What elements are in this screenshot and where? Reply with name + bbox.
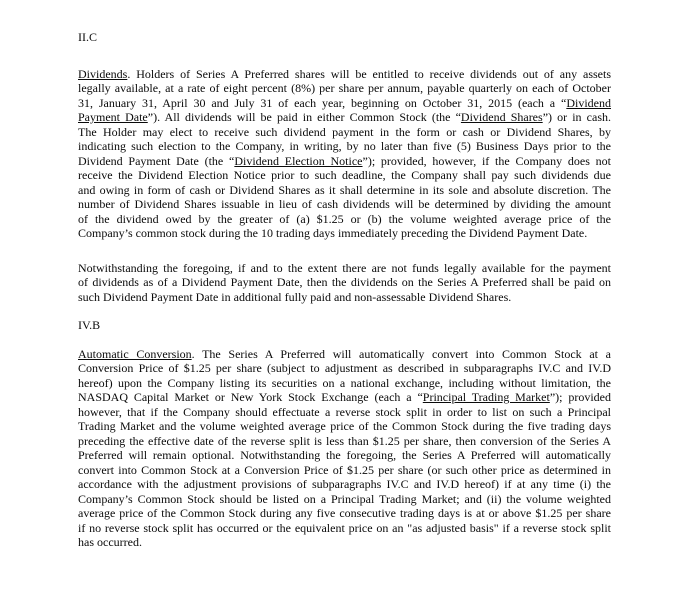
text-line [78, 477, 611, 492]
text-segment: indicating such election to the Company, in writing, by no later than five (5) Business Days prior to the [78, 139, 611, 153]
section-heading-iv-b: IV.B [78, 318, 101, 332]
text-line [78, 405, 611, 420]
text-line [78, 139, 611, 154]
text-line [78, 521, 611, 536]
text-segment: hereof) upon the Company listing its securities on a national exchange, including without limitation, the [78, 375, 611, 390]
text-line [78, 261, 611, 276]
text-line [78, 290, 611, 305]
text-segment: Preferred will remain optional. Notwithstanding the foregoing, the Series A Preferred will automatically [78, 448, 611, 462]
text-segment: . The Series A Preferred will automatically convert into Common Stock at a [191, 346, 611, 361]
paragraph [78, 261, 611, 305]
text-segment: . Holders of Series A Preferred shares will be entitled to receive dividends out of any assets [127, 66, 611, 81]
text-line [78, 81, 611, 96]
text-segment: Company’s common stock during the 10 trading days immediately preceding the Dividend Payment Date. [78, 226, 588, 240]
underlined-term: Dividend Election Notice [234, 153, 363, 168]
text-line [78, 154, 611, 169]
text-segment: if no reverse stock split has occurred or the equivalent price on an "as adjusted basis" if a reverse stock split [78, 520, 612, 535]
text-segment: Conversion Price of $1.25 per share (subject to adjustment as described in subparagraphs IV.C and IV.D [78, 361, 611, 375]
text-segment: ”); provided [549, 390, 611, 404]
text-segment: and owing in form of cash or Dividend Shares as it shall determine in its sole and absolute discretion. The [78, 182, 611, 197]
text-line [78, 434, 611, 449]
paragraph [78, 347, 611, 550]
document-body [78, 30, 611, 570]
text-line [78, 361, 611, 376]
text-line [78, 212, 611, 227]
text-segment: average price of the Common Stock during any five consecutive trading days is at or above $1.25 per share [78, 506, 612, 520]
text-line [78, 67, 611, 82]
text-line [78, 183, 611, 198]
underlined-term: Dividend [566, 95, 611, 110]
text-line [78, 506, 611, 521]
text-segment: receive the Dividend Election Notice prior to such deadline, the Company shall pay such dividends due [78, 168, 611, 182]
text-segment: legally available, at a rate of eight percent (8%) per share per annum, payable quarterly on each of October [78, 81, 611, 95]
text-line [78, 197, 611, 212]
text-segment: however, that if the Company should effectuate a reverse stock split in order to list on such a Principal [78, 404, 611, 419]
text-segment: Trading Market and the volume weighted average price of the Common Stock during the five trading days [78, 419, 612, 433]
text-segment: of the dividend owed by the greater of (a) $1.25 or (b) the volume weighted average price of the [78, 211, 611, 226]
paragraph [78, 67, 611, 241]
text-line [78, 492, 611, 507]
text-segment: such Dividend Payment Date in additional fully paid and non-assessable Dividend Shares. [78, 289, 512, 304]
text-segment: ”) or in cash. [542, 110, 611, 124]
text-line [78, 419, 611, 434]
text-segment: number of Dividend Shares issuable in lieu of cash dividends will be determined by dividing the amount [78, 197, 611, 211]
text-segment: NASDAQ Capital Market or New York Stock Exchange (each a “ [78, 390, 423, 404]
text-line [78, 168, 611, 183]
text-line [78, 347, 611, 362]
text-segment: Dividend Payment Date (the “ [78, 153, 235, 168]
text-line [78, 448, 611, 463]
text-segment: has occurred. [78, 535, 142, 549]
text-line [78, 463, 611, 478]
text-segment: 31, January 31, April 30 and July 31 of each year, beginning on October 31, 2015 (each a “ [78, 95, 567, 110]
text-line [78, 125, 611, 140]
text-segment: accordance with the adjustment provisions of subparagraphs IV.C and IV.D hereof) if at any time (i) the [78, 477, 611, 491]
text-segment: ”); provided, however, if the Company does not [362, 153, 611, 168]
underlined-term: Dividend Shares [460, 110, 543, 124]
text-segment: convert into Common Stock at a Conversion Price of $1.25 per share (or such other price as determined in [78, 462, 611, 477]
text-line [78, 110, 611, 125]
text-line [78, 96, 611, 111]
section-heading-ii-c: II.C [78, 30, 97, 44]
text-line [78, 275, 611, 290]
text-segment: The Holder may elect to receive such dividend payment in the form or cash or Dividend Shares, by [78, 124, 611, 139]
text-line [78, 390, 611, 405]
text-line [78, 226, 611, 241]
text-line [78, 535, 611, 550]
underlined-term: Payment Date [78, 110, 148, 124]
text-line [78, 376, 611, 391]
underlined-term: Automatic Conversion [78, 346, 192, 361]
underlined-term: Dividends [78, 66, 128, 81]
text-segment: Company’s Common Stock should be listed on a Principal Trading Market; and (ii) the volume weighted [78, 491, 611, 506]
underlined-term: Principal Trading Market [422, 390, 550, 404]
text-segment: of dividends as of a Dividend Payment Date, then the dividends on the Series A Preferred shall be paid on [78, 275, 612, 289]
text-segment: preceding the effective date of the reverse split is less than $1.25 per share, then conversion of the Series A [78, 433, 611, 448]
text-segment: ”). All dividends will be paid in either Common Stock (the “ [147, 110, 461, 124]
text-segment: Notwithstanding the foregoing, if and to the extent there are not funds legally available for the payment [78, 260, 611, 275]
